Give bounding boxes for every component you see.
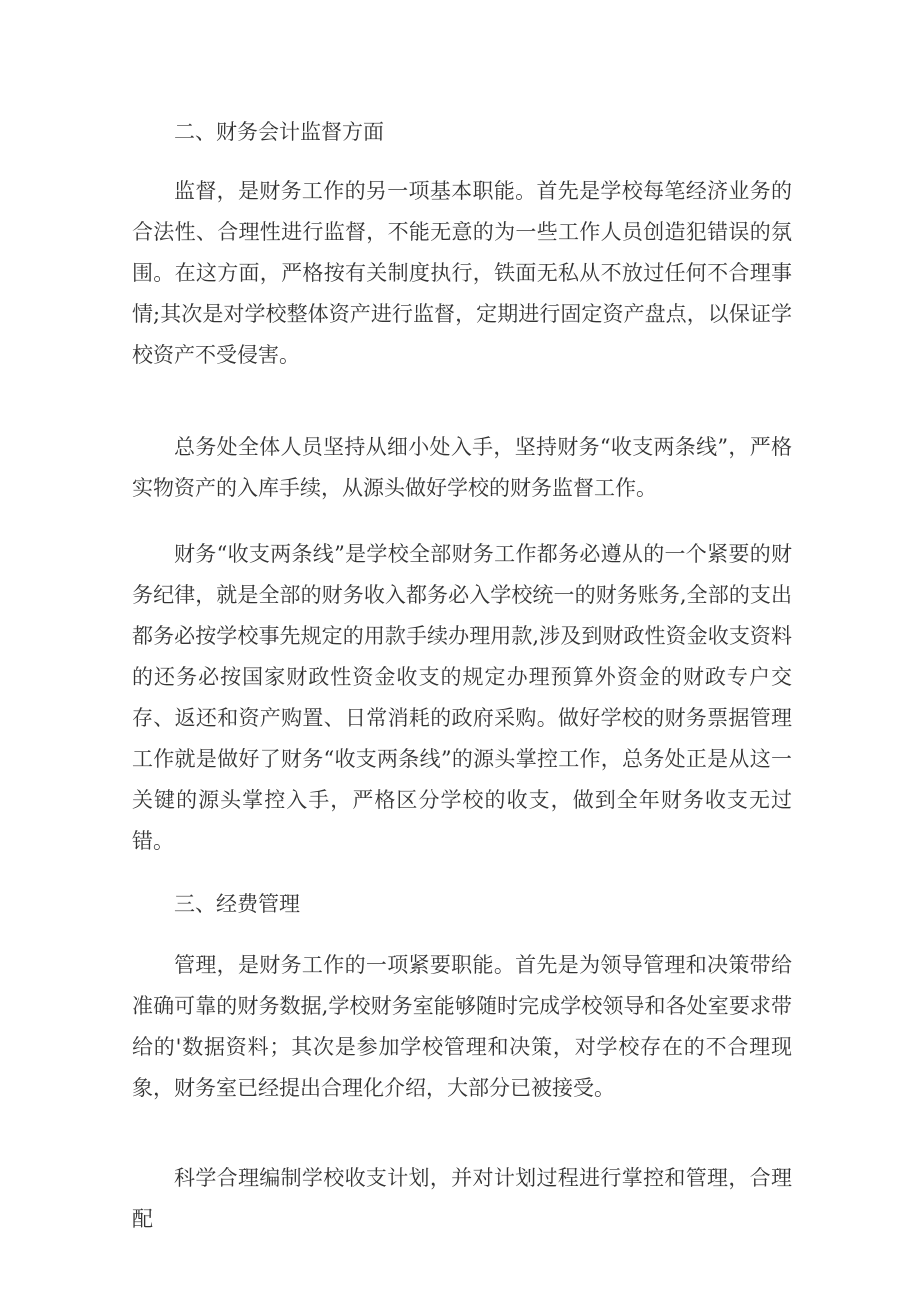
paragraph-two-lines-discipline: 财务“收支两条线”是学校全部财务工作都务必遵从的一个紧要的财务纪律，就是全部的财务收入都务必入学校统一的财务账务,全部的支出都务必按学校事先规定的用款手续办理用款,涉及到财政性资金收支资料的还务必按国家财政性资金收支的规定办理预算外资金的财政专户交存、返还和资产购置、日常消耗的政府采购。做好学校的财务票据管理工作就是做好了财务“收支两条线”的源头掌控工作，总务处正是从这一关键的源头掌控入手，严格区分学校的收支，做到全年财务收支无过错。 bbox=[132, 542, 792, 853]
paragraph-general-affairs-office: 总务处全体人员坚持从细小处入手，坚持财务“收支两条线”，严格实物资产的入库手续，从源头做好学校的财务监督工作。 bbox=[132, 435, 792, 500]
paragraph-supervision-function: 监督，是财务工作的另一项基本职能。首先是学校每笔经济业务的合法性、合理性进行监督，不能无意的为一些工作人员创造犯错误的氛围。在这方面，严格按有关制度执行，铁面无私从不放过任何不合理事情;其次是对学校整体资产进行监督，定期进行固定资产盘点，以保证学校资产不受侵害。 bbox=[132, 179, 792, 367]
paragraph-budget-planning: 科学合理编制学校收支计划，并对计划过程进行掌控和管理，合理配 bbox=[132, 1166, 792, 1231]
section-heading-financial-supervision: 二、财务会计监督方面 bbox=[174, 120, 384, 144]
section-heading-funds-management: 三、经费管理 bbox=[174, 892, 300, 916]
paragraph-management-function: 管理，是财务工作的一项紧要职能。首先是为领导管理和决策带给准确可靠的财务数据,学校财务室能够随时完成学校领导和各处室要求带给的'数据资料；其次是参加学校管理和决策，对学校存在的不合理现象，财务室已经提出合理化介绍，大部分已被接受。 bbox=[132, 953, 792, 1100]
